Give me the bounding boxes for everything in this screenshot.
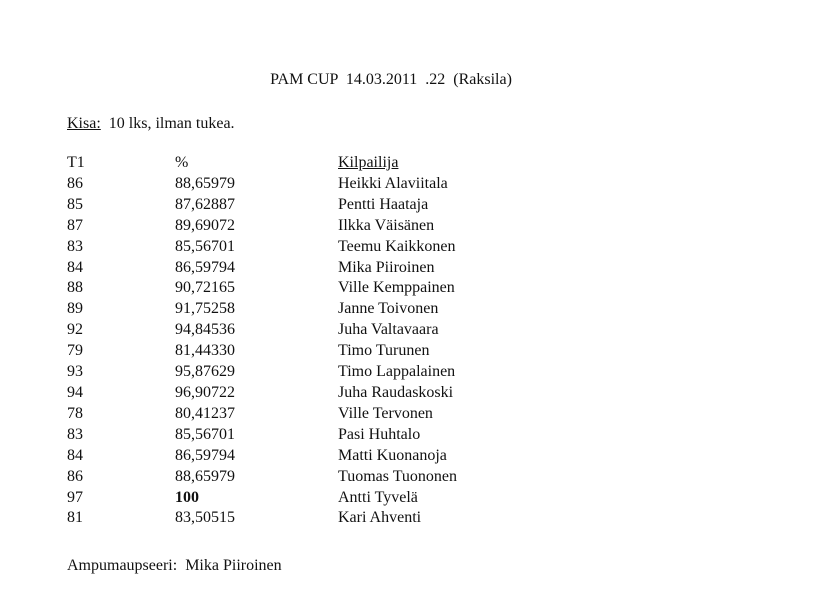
- percent-cell: 83,50515: [175, 509, 235, 527]
- percent-cell: 95,87629: [175, 363, 235, 381]
- competitor-cell: Janne Toivonen: [338, 300, 439, 318]
- competitor-cell: Heikki Alaviitala: [338, 174, 448, 192]
- score-cell: 87: [67, 216, 83, 234]
- percent-cell: 88,65979: [175, 174, 235, 192]
- score-cell: 84: [67, 258, 83, 276]
- event-description: 10 lks, ilman tukea.: [100, 115, 235, 132]
- percent-cell: 80,41237: [175, 404, 235, 422]
- score-cell: 86: [67, 467, 83, 485]
- competitor-cell: Kari Ahventi: [338, 509, 422, 527]
- table-row: [67, 195, 588, 216]
- score-cell: 83: [67, 425, 83, 443]
- competitor-cell: Ville Kemppainen: [338, 279, 455, 297]
- score-cell: 94: [67, 383, 83, 401]
- percent-cell-best: 100: [175, 488, 199, 506]
- percent-cell: 85,56701: [175, 237, 235, 255]
- table-row: [67, 278, 588, 299]
- range-officer-name: Mika Piiroinen: [185, 557, 282, 574]
- table-row: [67, 320, 588, 341]
- competitor-cell: Timo Lappalainen: [338, 363, 456, 381]
- table-row: [67, 383, 588, 404]
- percent-cell: 88,65979: [175, 467, 235, 485]
- score-cell: 84: [67, 446, 83, 464]
- table-row: [67, 216, 588, 237]
- score-cell: 92: [67, 321, 83, 339]
- table-row: [67, 299, 588, 320]
- competitor-cell: Pasi Huhtalo: [338, 425, 421, 443]
- document-title: PAM CUP 14.03.2011 .22 (Raksila): [270, 71, 512, 88]
- competitor-cell: Ville Tervonen: [338, 404, 433, 422]
- table-row: [67, 258, 588, 279]
- header-percent: %: [175, 154, 189, 171]
- footer-line: [67, 555, 282, 577]
- score-cell: 78: [67, 404, 83, 422]
- table-row: [67, 467, 588, 488]
- table-row: [67, 508, 588, 529]
- percent-cell: 89,69072: [175, 216, 235, 234]
- percent-cell: 85,56701: [175, 425, 235, 443]
- percent-cell: 96,90722: [175, 383, 235, 401]
- range-officer-label: Ampumaupseeri:: [67, 557, 178, 574]
- table-row: [67, 237, 588, 258]
- competitor-cell: Timo Turunen: [338, 342, 430, 360]
- competitor-cell: Tuomas Tuononen: [338, 467, 458, 485]
- percent-cell: 81,44330: [175, 342, 235, 360]
- score-cell: 93: [67, 363, 83, 381]
- percent-cell: 91,75258: [175, 300, 235, 318]
- percent-cell: 94,84536: [175, 321, 235, 339]
- competitor-cell: Mika Piiroinen: [338, 258, 435, 276]
- percent-cell: 90,72165: [175, 279, 235, 297]
- table-row: [67, 341, 588, 362]
- score-cell: 79: [67, 342, 83, 360]
- percent-cell: 86,59794: [175, 258, 235, 276]
- header-competitor: Kilpailija: [338, 154, 399, 171]
- competitor-cell: Matti Kuonanoja: [338, 446, 447, 464]
- table-row: [67, 404, 588, 425]
- event-line: [67, 113, 235, 135]
- score-cell: 86: [67, 174, 83, 192]
- event-label: Kisa:: [67, 115, 101, 132]
- competitor-cell: Antti Tyvelä: [338, 488, 418, 506]
- score-cell: 81: [67, 509, 83, 527]
- header-t1: T1: [67, 154, 85, 171]
- results-table: [67, 153, 588, 529]
- competitor-cell: Ilkka Väisänen: [338, 216, 435, 234]
- competitor-cell: Juha Valtavaara: [338, 321, 439, 339]
- table-row: [67, 174, 588, 195]
- competitor-cell: Juha Raudaskoski: [338, 383, 454, 401]
- score-cell: 89: [67, 300, 83, 318]
- table-row: [67, 488, 588, 509]
- percent-cell: 87,62887: [175, 195, 235, 213]
- footer-gap: [177, 557, 185, 574]
- score-cell: 83: [67, 237, 83, 255]
- table-row: [67, 362, 588, 383]
- score-cell: 97: [67, 488, 83, 506]
- results-header-row: [67, 153, 588, 174]
- table-row: [67, 446, 588, 467]
- score-cell: 85: [67, 195, 83, 213]
- table-row: [67, 425, 588, 446]
- competitor-cell: Teemu Kaikkonen: [338, 237, 456, 255]
- competitor-cell: Pentti Haataja: [338, 195, 429, 213]
- percent-cell: 86,59794: [175, 446, 235, 464]
- score-cell: 88: [67, 279, 83, 297]
